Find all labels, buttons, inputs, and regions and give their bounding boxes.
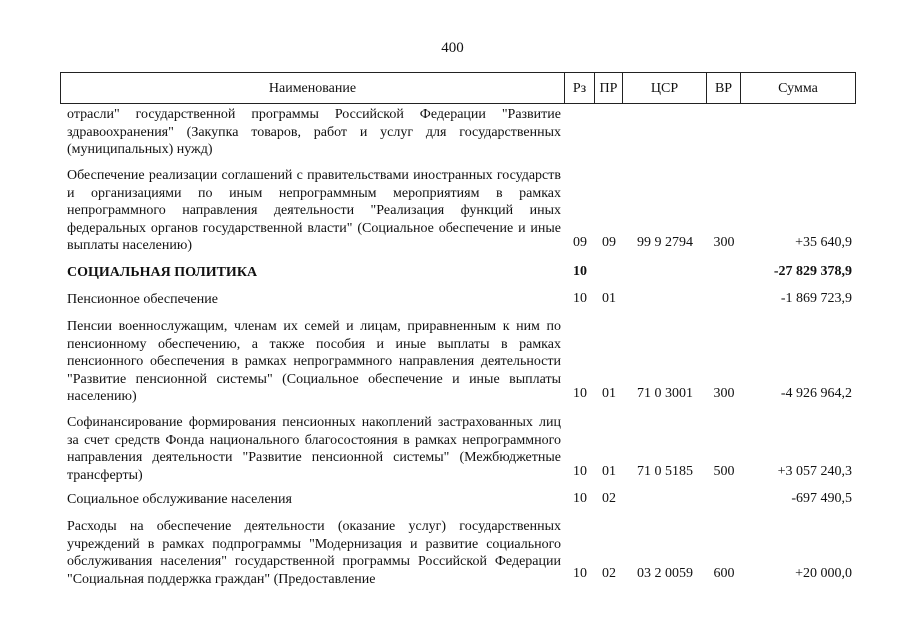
- header-sum: Сумма: [740, 73, 855, 103]
- row-sum: -4 926 964,2: [780, 386, 852, 401]
- row-sum: +35 640,9: [795, 235, 852, 250]
- row-rz: 10: [573, 491, 587, 506]
- row-vr: 500: [713, 464, 735, 479]
- table-row: [60, 318, 856, 406]
- row-rz: 10: [573, 264, 587, 279]
- row-csr: 99 9 2794: [637, 235, 693, 250]
- row-name: Пенсионное обеспечение: [67, 292, 218, 307]
- row-sum: +3 057 240,3: [777, 464, 852, 479]
- header-vr: ВР: [706, 73, 740, 103]
- table-row: [60, 290, 856, 310]
- row-rz: 10: [573, 386, 587, 401]
- row-name: Софинансирование формирования пенсионных накоплений застрахованных лиц за счет средств Фонда национального благосостояния в рамках непрограммного направления деятельности "Развитие пенсионной системы" (Межбюджетные трансферты): [67, 415, 561, 483]
- row-name: Обеспечение реализации соглашений с правительствами иностранных государств и организациями по иным непрограммным мероприятиям в рамках непрограммного направления деятельности "Реализация функций иных федеральных органов государственной власти" (Социальное обеспечение и иные выплаты населению): [67, 168, 561, 253]
- header-rz: Рз: [564, 73, 594, 103]
- table-row: [60, 167, 856, 255]
- row-name: Социальное обслуживание населения: [67, 492, 292, 507]
- row-name: Расходы на обеспечение деятельности (оказание услуг) государственных учреждений в рамках подпрограммы "Модернизация и развитие социального обслуживания населения" государственной программы Российской Федерации "Социальная поддержка граждан" (Предоставление: [67, 519, 561, 587]
- table-header: [60, 72, 856, 104]
- row-sum: +20 000,0: [795, 566, 852, 581]
- row-pr: 02: [602, 566, 616, 581]
- table-row: [60, 263, 856, 283]
- row-name: отрасли" государственной программы Российской Федерации "Развитие здравоохранения" (Закупка товаров, работ и услуг для государственных (муниципальных) нужд): [67, 107, 561, 157]
- row-csr: 03 2 0059: [637, 566, 693, 581]
- row-rz: 10: [573, 464, 587, 479]
- row-rz: 09: [573, 235, 587, 250]
- table-row: [60, 490, 856, 510]
- header-pr: ПР: [594, 73, 622, 103]
- row-pr: 01: [602, 386, 616, 401]
- header-csr: ЦСР: [622, 73, 706, 103]
- row-vr: 300: [713, 235, 735, 250]
- row-pr: 02: [602, 491, 616, 506]
- table-row: [60, 106, 856, 160]
- row-vr: 300: [713, 386, 735, 401]
- row-rz: 10: [573, 291, 587, 306]
- row-csr: 71 0 3001: [637, 386, 693, 401]
- page-number: 400: [441, 40, 464, 56]
- table-row: [60, 414, 856, 484]
- row-pr: 01: [602, 464, 616, 479]
- row-sum: -697 490,5: [791, 491, 852, 506]
- row-pr: 09: [602, 235, 616, 250]
- row-name: Пенсии военнослужащим, членам их семей и лицам, приравненным к ним по пенсионному обеспечению, а также пособия и иные выплаты в рамках пенсионного обеспечения в рамках непрограммного направления деятельности "Развитие пенсионной системы" (Социальное обеспечение и иные выплаты населению): [67, 319, 561, 404]
- row-csr: 71 0 5185: [637, 464, 693, 479]
- row-rz: 10: [573, 566, 587, 581]
- row-name: СОЦИАЛЬНАЯ ПОЛИТИКА: [67, 265, 258, 280]
- table-row: [60, 518, 856, 590]
- row-sum: -27 829 378,9: [773, 264, 852, 279]
- row-sum: -1 869 723,9: [780, 291, 852, 306]
- header-name: Наименование: [268, 81, 357, 96]
- row-vr: 600: [713, 566, 735, 581]
- row-pr: 01: [602, 291, 616, 306]
